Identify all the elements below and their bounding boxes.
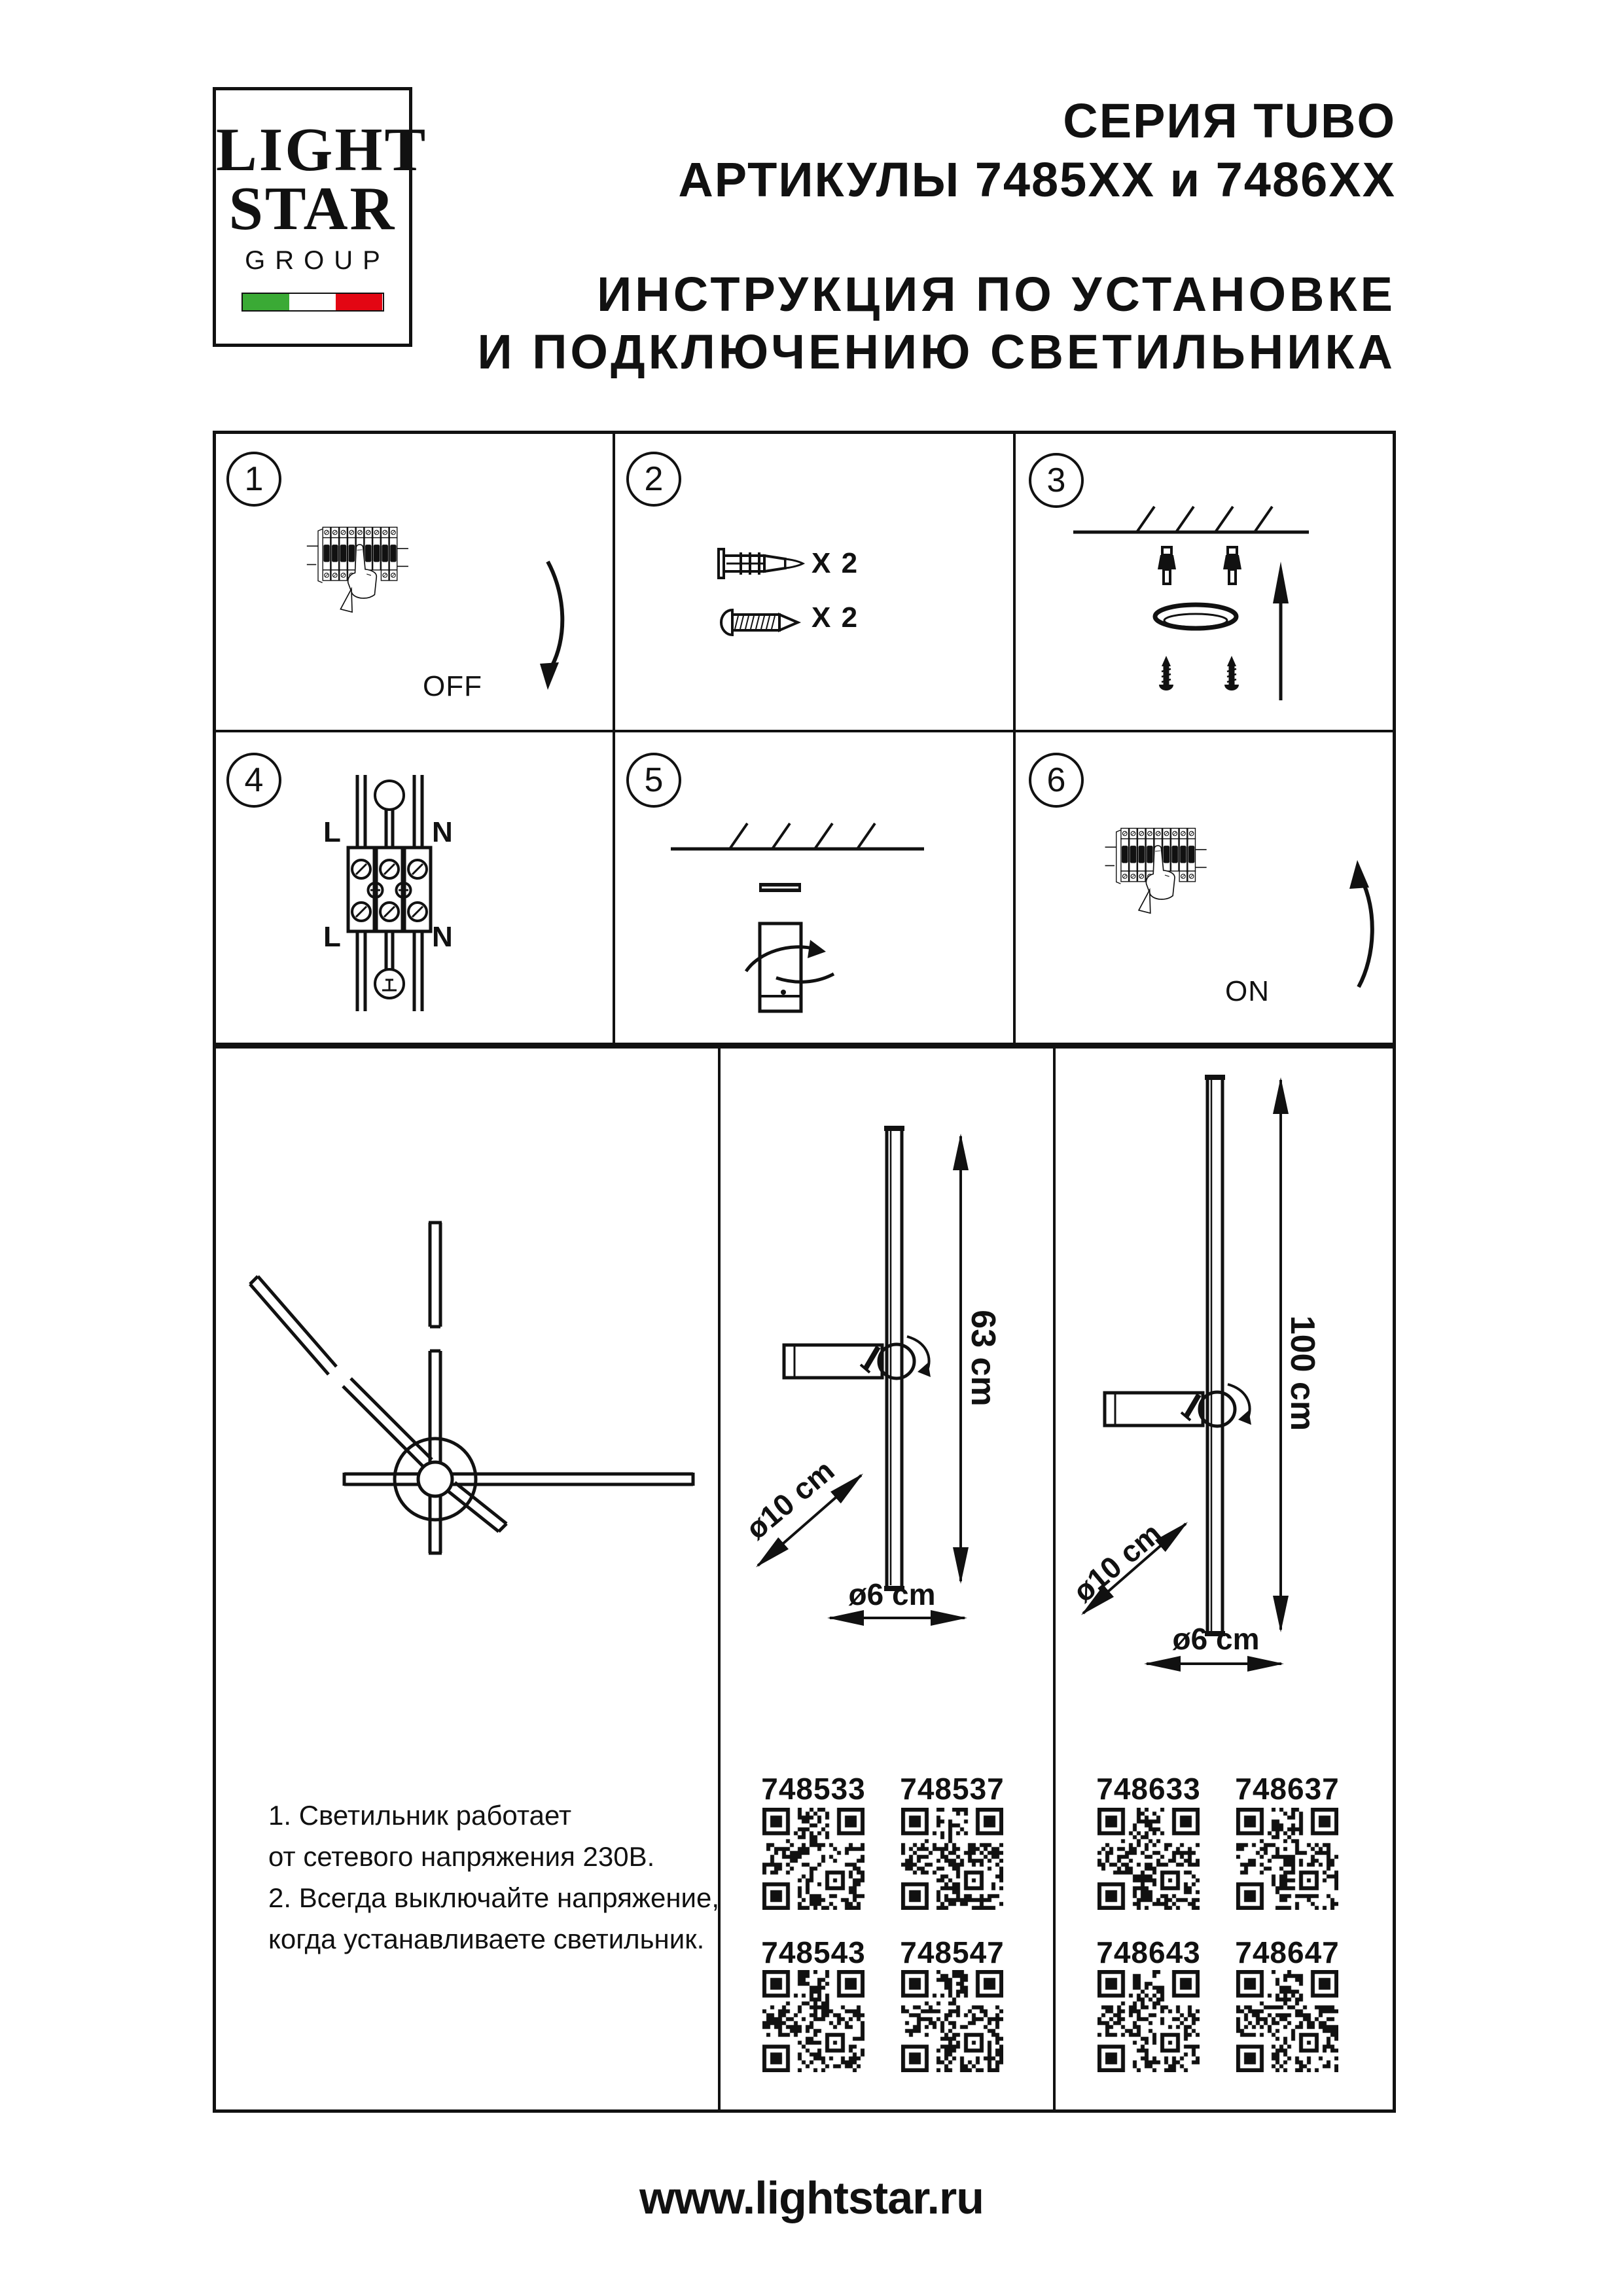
article-number: 748633 [1096,1772,1201,1806]
step-number-text: 2 [644,460,664,498]
usage-notes [268,1795,719,1960]
arrow-up-icon [1349,860,1369,889]
screw-icon [1224,656,1239,691]
step2-anchor-quantity: X 2 [812,547,859,579]
article-number: 748543 [761,1935,866,1969]
step2-screw-quantity: X 2 [812,601,859,634]
step3-ceiling-mounting-illustration [1047,504,1384,720]
document-titles [478,92,1397,381]
step-4-number [226,753,281,808]
ceiling-hatch-marks [1137,507,1272,532]
step4-label-L-top: L [323,816,341,848]
step-number-text: 4 [244,761,264,799]
step-number-text: 6 [1046,761,1066,799]
lamp-tube [887,1128,902,1589]
step-3-number [1029,453,1084,508]
step-5-number [626,753,681,808]
website-url: www.lightstar.ru [639,2172,984,2223]
flag-green-segment [243,294,289,310]
article-number: 748643 [1096,1935,1201,1969]
step6-on-label: ON [1225,975,1270,1007]
arrow-up-icon [1273,562,1289,603]
step-number-text: 1 [244,460,264,498]
wall-anchor-icon [1158,547,1176,584]
step4-label-N-bottom: N [432,921,453,953]
qr-code [901,1808,1003,1910]
mount-diameter-label: ø10 cm [739,1453,841,1546]
step-2-number [626,452,681,507]
tube-diameter-label: ø6 cm [848,1577,936,1611]
wall-anchor-icon [1223,547,1241,584]
step4-label-L-bottom: L [323,921,341,953]
lamp-body-icon [760,924,801,1011]
note-line: когда устанавливаете светильник. [268,1924,705,1954]
wall-anchor-icon [719,549,803,578]
logo-word-star: STAR [228,175,397,243]
mount-diameter-label: ø10 cm [1066,1516,1168,1609]
qr-code [1097,1970,1200,2072]
step-6-number [1029,753,1084,808]
ceiling-hatch-marks [730,823,875,849]
height-63cm-label: 63 cm [964,1310,1002,1407]
qr-code [1097,1808,1200,1910]
lamp-tube [1207,1077,1222,1634]
article-number: 748647 [1235,1935,1340,1969]
mounting-plate-icon [1155,605,1236,628]
logo-word-light: LIGHT [216,116,428,184]
step5-attach-body-illustration [648,818,955,1021]
italian-flag-bar [241,293,384,312]
height-100cm-label: 100 cm [1283,1315,1321,1431]
screw-icon [721,610,798,635]
qr-code [1236,1970,1338,2072]
step1-off-label: OFF [423,670,482,702]
terminal-screws [352,860,427,921]
articles-title: АРТИКУЛЫ 7485XX и 7486XX [678,152,1396,207]
qr-code [1236,1808,1338,1910]
logo-word-group: GROUP [245,246,390,275]
article-number: 748547 [900,1935,1005,1969]
step4-terminal-block-illustration [314,766,530,1021]
note-line: 2. Всегда выключайте напряжение, [268,1882,720,1913]
article-number: 748537 [900,1772,1005,1806]
grid-divider [1013,434,1016,1046]
article-number: 748637 [1235,1772,1340,1806]
flag-white-segment [289,294,336,310]
rotate-arrow-icon [808,940,826,958]
grid-divider-thick [216,1043,1393,1049]
note-line: от сетевого напряжения 230В. [268,1841,655,1872]
grid-divider [1053,1049,1056,2109]
note-line: 1. Светильник работает [268,1800,572,1831]
qr-code [762,1970,865,2072]
wire-junction-icon [375,781,404,810]
lamp-top-view-drawing [249,1204,707,1571]
article-number: 748533 [761,1772,866,1806]
step-1-number [226,452,281,507]
qr-code [901,1970,1003,2072]
lightstar-logo [213,87,428,347]
tube-diameter-label: ø6 cm [1172,1622,1260,1656]
qr-code [762,1808,865,1910]
arrow-down-icon [540,662,559,690]
instruction-title-line1: ИНСТРУКЦИЯ ПО УСТАНОВКЕ [597,267,1396,321]
step-number-text: 5 [644,761,664,799]
instruction-title-line2: И ПОДКЛЮЧЕНИЮ СВЕТИЛЬНИКА [477,325,1396,379]
flag-red-segment [336,294,382,310]
screw-icon [1159,656,1173,691]
step4-label-N-top: N [432,816,453,848]
step2-mounting-hardware-illustration [707,537,825,648]
series-title: СЕРИЯ TUBO [1063,94,1396,148]
grid-divider [613,434,615,1046]
step-number-text: 3 [1046,461,1066,499]
